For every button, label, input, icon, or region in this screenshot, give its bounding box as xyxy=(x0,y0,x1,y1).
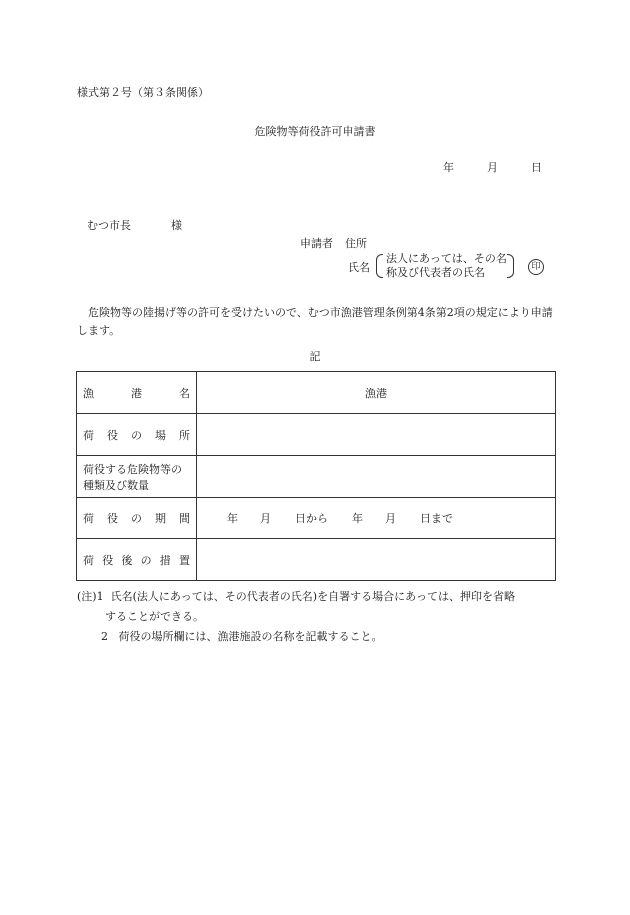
addressee-name: むつ市長 xyxy=(87,219,131,232)
note-2-text: 荷役の場所欄には、漁港施設の名称を記載すること。 xyxy=(118,630,383,643)
cargo-location-field[interactable] xyxy=(197,414,556,456)
left-bracket xyxy=(376,254,383,278)
table-row xyxy=(77,539,556,581)
request-statement: 危険物等の陸揚げ等の許可を受けたいので、むつ市漁港管理条例第4条第2項の規定により申請します。 xyxy=(77,306,553,337)
applicant-address-line xyxy=(300,237,367,250)
note-2 xyxy=(101,630,383,643)
addressee xyxy=(87,219,182,232)
row-label-fishing-port: 漁港名 xyxy=(77,372,197,414)
seal-mark: 印 xyxy=(528,259,544,275)
name-note-line2: 称及び代表者の氏名 xyxy=(386,266,485,279)
addressee-honorific: 様 xyxy=(171,219,182,232)
name-label: 氏名 xyxy=(348,261,370,274)
table-row xyxy=(77,456,556,498)
form-number: 様式第２号（第３条関係） xyxy=(77,86,209,99)
ki-heading: 記 xyxy=(309,350,321,363)
name-note-bracket xyxy=(376,252,514,278)
hazard-type-field[interactable] xyxy=(197,456,556,498)
note-1 xyxy=(77,590,515,603)
note-1-line1: 氏名(法人にあっては、その代表者の氏名)を自署する場合にあっては、押印を省略 xyxy=(110,590,515,603)
row-label-cargo-period: 荷役の期間 xyxy=(77,498,197,539)
table-row xyxy=(77,498,556,539)
date-year: 年 xyxy=(443,161,454,174)
period-end-year: 年 xyxy=(352,512,363,525)
post-measures-field[interactable] xyxy=(197,539,556,581)
table-row xyxy=(77,414,556,456)
period-end-month: 月 xyxy=(385,512,396,525)
right-bracket xyxy=(507,254,514,278)
applicant-label: 申請者 xyxy=(300,237,333,250)
period-start-month: 月 xyxy=(260,512,271,525)
row-label-hazard-type xyxy=(77,456,197,498)
hazard-label-line1: 荷役する危険物等の xyxy=(83,462,182,476)
details-table xyxy=(76,371,556,581)
note-2-number: 2 xyxy=(101,630,108,643)
note-prefix: (注)1 xyxy=(77,590,104,603)
table-row xyxy=(77,372,556,414)
period-start-year: 年 xyxy=(227,512,238,525)
fishing-port-field[interactable]: 漁港 xyxy=(197,372,556,414)
name-note-line1: 法人にあっては、その名 xyxy=(386,252,507,265)
note-1-line2: することができる。 xyxy=(105,610,204,623)
date-day: 日 xyxy=(531,161,542,174)
row-label-cargo-location: 荷役の場所 xyxy=(77,414,197,456)
period-end-day: 日まで xyxy=(420,512,453,525)
cargo-period-field[interactable] xyxy=(197,498,556,539)
date-month: 月 xyxy=(487,161,498,174)
document-title: 危険物等荷役許可申請書 xyxy=(254,125,376,138)
address-label: 住所 xyxy=(345,237,367,250)
period-start-day: 日から xyxy=(295,512,328,525)
hazard-label-line2: 種類及び数量 xyxy=(83,478,149,492)
row-label-post-measures: 荷役後の措置 xyxy=(77,539,197,581)
date-line xyxy=(443,161,542,174)
